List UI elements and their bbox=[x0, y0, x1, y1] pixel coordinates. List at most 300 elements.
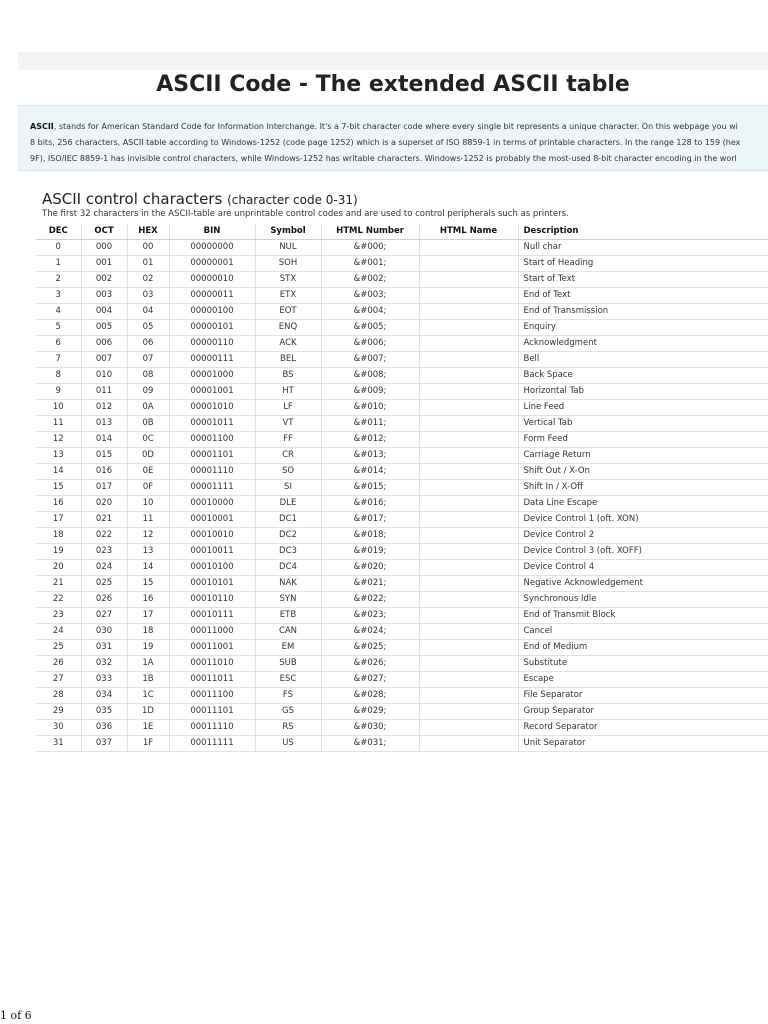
cell-bin: 00011001 bbox=[169, 640, 255, 656]
page-title: ASCII Code - The extended ASCII table bbox=[156, 72, 630, 97]
cell-description: Form Feed bbox=[518, 432, 768, 448]
cell-html-name bbox=[419, 272, 518, 288]
cell-html-number: &#028; bbox=[321, 688, 419, 704]
table-row bbox=[36, 656, 768, 672]
cell-bin: 00011011 bbox=[169, 672, 255, 688]
cell-bin: 00001110 bbox=[169, 464, 255, 480]
cell-dec: 24 bbox=[36, 624, 81, 640]
cell-html-name bbox=[419, 288, 518, 304]
cell-description: Device Control 3 (oft. XOFF) bbox=[518, 544, 768, 560]
cell-oct: 027 bbox=[81, 608, 127, 624]
table-row bbox=[36, 720, 768, 736]
cell-description: Data Line Escape bbox=[518, 496, 768, 512]
cell-dec: 23 bbox=[36, 608, 81, 624]
cell-hex: 07 bbox=[127, 352, 169, 368]
cell-html-name bbox=[419, 512, 518, 528]
cell-symbol: VT bbox=[255, 416, 321, 432]
cell-dec: 20 bbox=[36, 560, 81, 576]
table-row bbox=[36, 240, 768, 256]
cell-hex: 09 bbox=[127, 384, 169, 400]
cell-symbol: DLE bbox=[255, 496, 321, 512]
cell-dec: 17 bbox=[36, 512, 81, 528]
cell-description: Acknowledgment bbox=[518, 336, 768, 352]
cell-dec: 31 bbox=[36, 736, 81, 752]
table-row bbox=[36, 272, 768, 288]
cell-oct: 023 bbox=[81, 544, 127, 560]
cell-oct: 035 bbox=[81, 704, 127, 720]
cell-symbol: NUL bbox=[255, 240, 321, 256]
table-row bbox=[36, 416, 768, 432]
cell-dec: 2 bbox=[36, 272, 81, 288]
cell-hex: 00 bbox=[127, 240, 169, 256]
cell-dec: 1 bbox=[36, 256, 81, 272]
cell-oct: 003 bbox=[81, 288, 127, 304]
table-row bbox=[36, 496, 768, 512]
cell-hex: 02 bbox=[127, 272, 169, 288]
column-header-description: Description bbox=[518, 224, 768, 240]
section-subtitle: (character code 0-31) bbox=[227, 193, 358, 207]
cell-description: Horizontal Tab bbox=[518, 384, 768, 400]
cell-html-name bbox=[419, 416, 518, 432]
cell-bin: 00001111 bbox=[169, 480, 255, 496]
cell-oct: 013 bbox=[81, 416, 127, 432]
cell-oct: 032 bbox=[81, 656, 127, 672]
cell-html-number: &#024; bbox=[321, 624, 419, 640]
cell-bin: 00001000 bbox=[169, 368, 255, 384]
intro-line-1: , stands for American Standard Code for Information Interchange. It's a 7-bit character code where every single bit represents a unique character. On this webpage you wi bbox=[53, 122, 738, 131]
cell-dec: 9 bbox=[36, 384, 81, 400]
intro-text bbox=[18, 106, 768, 167]
cell-html-number: &#004; bbox=[321, 304, 419, 320]
cell-hex: 03 bbox=[127, 288, 169, 304]
cell-bin: 00011111 bbox=[169, 736, 255, 752]
cell-oct: 034 bbox=[81, 688, 127, 704]
cell-html-number: &#000; bbox=[321, 240, 419, 256]
cell-dec: 19 bbox=[36, 544, 81, 560]
cell-hex: 1C bbox=[127, 688, 169, 704]
cell-description: File Separator bbox=[518, 688, 768, 704]
cell-symbol: ENQ bbox=[255, 320, 321, 336]
cell-dec: 25 bbox=[36, 640, 81, 656]
cell-description: Device Control 2 bbox=[518, 528, 768, 544]
cell-dec: 29 bbox=[36, 704, 81, 720]
cell-html-number: &#013; bbox=[321, 448, 419, 464]
cell-oct: 015 bbox=[81, 448, 127, 464]
cell-description: Start of Text bbox=[518, 272, 768, 288]
cell-hex: 1F bbox=[127, 736, 169, 752]
cell-bin: 00000001 bbox=[169, 256, 255, 272]
column-header-symbol: Symbol bbox=[255, 224, 321, 240]
cell-oct: 001 bbox=[81, 256, 127, 272]
cell-description: Substitute bbox=[518, 656, 768, 672]
cell-dec: 12 bbox=[36, 432, 81, 448]
cell-symbol: DC2 bbox=[255, 528, 321, 544]
cell-html-number: &#025; bbox=[321, 640, 419, 656]
cell-oct: 004 bbox=[81, 304, 127, 320]
cell-symbol: EM bbox=[255, 640, 321, 656]
cell-bin: 00000010 bbox=[169, 272, 255, 288]
cell-symbol: FF bbox=[255, 432, 321, 448]
cell-hex: 16 bbox=[127, 592, 169, 608]
cell-html-name bbox=[419, 352, 518, 368]
cell-symbol: BEL bbox=[255, 352, 321, 368]
cell-description: Negative Acknowledgement bbox=[518, 576, 768, 592]
cell-oct: 000 bbox=[81, 240, 127, 256]
cell-html-number: &#014; bbox=[321, 464, 419, 480]
cell-oct: 021 bbox=[81, 512, 127, 528]
cell-symbol: SI bbox=[255, 480, 321, 496]
cell-bin: 00010111 bbox=[169, 608, 255, 624]
cell-html-number: &#001; bbox=[321, 256, 419, 272]
cell-html-number: &#027; bbox=[321, 672, 419, 688]
section-title bbox=[42, 190, 358, 208]
cell-description: Carriage Return bbox=[518, 448, 768, 464]
cell-hex: 14 bbox=[127, 560, 169, 576]
cell-hex: 12 bbox=[127, 528, 169, 544]
cell-description: Null char bbox=[518, 240, 768, 256]
cell-bin: 00001101 bbox=[169, 448, 255, 464]
cell-dec: 26 bbox=[36, 656, 81, 672]
cell-dec: 10 bbox=[36, 400, 81, 416]
cell-html-name bbox=[419, 432, 518, 448]
table-row bbox=[36, 368, 768, 384]
cell-bin: 00010100 bbox=[169, 560, 255, 576]
table-row bbox=[36, 352, 768, 368]
cell-html-number: &#010; bbox=[321, 400, 419, 416]
cell-symbol: NAK bbox=[255, 576, 321, 592]
cell-hex: 0E bbox=[127, 464, 169, 480]
cell-html-name bbox=[419, 608, 518, 624]
cell-html-name bbox=[419, 304, 518, 320]
cell-html-name bbox=[419, 496, 518, 512]
table-row bbox=[36, 688, 768, 704]
cell-hex: 06 bbox=[127, 336, 169, 352]
cell-symbol: DC4 bbox=[255, 560, 321, 576]
cell-html-number: &#029; bbox=[321, 704, 419, 720]
cell-html-name bbox=[419, 480, 518, 496]
cell-html-number: &#009; bbox=[321, 384, 419, 400]
cell-description: Back Space bbox=[518, 368, 768, 384]
cell-html-number: &#016; bbox=[321, 496, 419, 512]
cell-bin: 00000110 bbox=[169, 336, 255, 352]
cell-dec: 6 bbox=[36, 336, 81, 352]
cell-description: Synchronous Idle bbox=[518, 592, 768, 608]
cell-symbol: SYN bbox=[255, 592, 321, 608]
cell-bin: 00010001 bbox=[169, 512, 255, 528]
cell-description: End of Transmission bbox=[518, 304, 768, 320]
page-indicator: 1 of 6 bbox=[0, 1009, 32, 1022]
cell-dec: 27 bbox=[36, 672, 81, 688]
cell-hex: 0F bbox=[127, 480, 169, 496]
cell-oct: 037 bbox=[81, 736, 127, 752]
cell-html-number: &#023; bbox=[321, 608, 419, 624]
table-row bbox=[36, 480, 768, 496]
table-row bbox=[36, 288, 768, 304]
cell-symbol: US bbox=[255, 736, 321, 752]
cell-oct: 026 bbox=[81, 592, 127, 608]
cell-html-number: &#022; bbox=[321, 592, 419, 608]
cell-hex: 10 bbox=[127, 496, 169, 512]
cell-symbol: GS bbox=[255, 704, 321, 720]
table-row bbox=[36, 624, 768, 640]
cell-html-name bbox=[419, 544, 518, 560]
cell-symbol: SO bbox=[255, 464, 321, 480]
cell-oct: 010 bbox=[81, 368, 127, 384]
cell-bin: 00000111 bbox=[169, 352, 255, 368]
cell-html-name bbox=[419, 576, 518, 592]
cell-bin: 00001100 bbox=[169, 432, 255, 448]
table-row bbox=[36, 448, 768, 464]
table-row bbox=[36, 576, 768, 592]
cell-description: End of Transmit Block bbox=[518, 608, 768, 624]
cell-hex: 08 bbox=[127, 368, 169, 384]
cell-html-number: &#006; bbox=[321, 336, 419, 352]
intro-line-3: 9F), ISO/IEC 8859-1 has invisible control characters, while Windows-1252 has writable characters. Windows-1252 is probably the most-used 8-bit character encoding in the worl bbox=[30, 154, 737, 163]
table-row bbox=[36, 736, 768, 752]
cell-description: Record Separator bbox=[518, 720, 768, 736]
cell-hex: 1D bbox=[127, 704, 169, 720]
table-row bbox=[36, 336, 768, 352]
table-row bbox=[36, 304, 768, 320]
cell-description: Shift Out / X-On bbox=[518, 464, 768, 480]
cell-dec: 3 bbox=[36, 288, 81, 304]
cell-dec: 28 bbox=[36, 688, 81, 704]
cell-dec: 18 bbox=[36, 528, 81, 544]
header-strip bbox=[18, 52, 768, 70]
cell-html-number: &#011; bbox=[321, 416, 419, 432]
column-header-oct: OCT bbox=[81, 224, 127, 240]
cell-html-name bbox=[419, 640, 518, 656]
cell-hex: 0D bbox=[127, 448, 169, 464]
column-header-dec: DEC bbox=[36, 224, 81, 240]
table-row bbox=[36, 544, 768, 560]
cell-bin: 00011100 bbox=[169, 688, 255, 704]
cell-symbol: BS bbox=[255, 368, 321, 384]
cell-html-name bbox=[419, 400, 518, 416]
cell-bin: 00000011 bbox=[169, 288, 255, 304]
cell-html-name bbox=[419, 656, 518, 672]
cell-html-number: &#026; bbox=[321, 656, 419, 672]
cell-description: Device Control 4 bbox=[518, 560, 768, 576]
cell-oct: 033 bbox=[81, 672, 127, 688]
cell-symbol: LF bbox=[255, 400, 321, 416]
cell-html-name bbox=[419, 736, 518, 752]
cell-dec: 30 bbox=[36, 720, 81, 736]
cell-description: Shift In / X-Off bbox=[518, 480, 768, 496]
cell-html-number: &#002; bbox=[321, 272, 419, 288]
cell-oct: 006 bbox=[81, 336, 127, 352]
cell-symbol: HT bbox=[255, 384, 321, 400]
cell-dec: 7 bbox=[36, 352, 81, 368]
column-header-bin: BIN bbox=[169, 224, 255, 240]
cell-oct: 016 bbox=[81, 464, 127, 480]
cell-html-number: &#007; bbox=[321, 352, 419, 368]
table-row bbox=[36, 560, 768, 576]
cell-hex: 01 bbox=[127, 256, 169, 272]
cell-bin: 00010000 bbox=[169, 496, 255, 512]
cell-html-number: &#008; bbox=[321, 368, 419, 384]
column-header-html-number: HTML Number bbox=[321, 224, 419, 240]
cell-description: Device Control 1 (oft. XON) bbox=[518, 512, 768, 528]
cell-bin: 00011010 bbox=[169, 656, 255, 672]
cell-html-number: &#018; bbox=[321, 528, 419, 544]
cell-description: End of Medium bbox=[518, 640, 768, 656]
intro-line-2: 8 bits, 256 characters, ASCII table according to Windows-1252 (code page 1252) which is a superset of ISO 8859-1 in terms of printable characters. In the range 128 to 159 (hex bbox=[30, 138, 741, 147]
cell-hex: 18 bbox=[127, 624, 169, 640]
cell-bin: 00011101 bbox=[169, 704, 255, 720]
cell-bin: 00010110 bbox=[169, 592, 255, 608]
table-header-row bbox=[36, 224, 768, 240]
cell-symbol: FS bbox=[255, 688, 321, 704]
table-row bbox=[36, 592, 768, 608]
cell-html-name bbox=[419, 624, 518, 640]
section-title-main: ASCII control characters bbox=[42, 190, 223, 208]
table-row bbox=[36, 320, 768, 336]
cell-hex: 13 bbox=[127, 544, 169, 560]
table-row bbox=[36, 512, 768, 528]
cell-bin: 00010101 bbox=[169, 576, 255, 592]
cell-oct: 031 bbox=[81, 640, 127, 656]
cell-hex: 0C bbox=[127, 432, 169, 448]
cell-html-number: &#003; bbox=[321, 288, 419, 304]
cell-html-name bbox=[419, 240, 518, 256]
cell-oct: 020 bbox=[81, 496, 127, 512]
cell-dec: 11 bbox=[36, 416, 81, 432]
cell-dec: 22 bbox=[36, 592, 81, 608]
cell-html-name bbox=[419, 704, 518, 720]
cell-html-number: &#015; bbox=[321, 480, 419, 496]
cell-bin: 00011110 bbox=[169, 720, 255, 736]
cell-bin: 00011000 bbox=[169, 624, 255, 640]
table-row bbox=[36, 672, 768, 688]
cell-html-name bbox=[419, 672, 518, 688]
cell-oct: 022 bbox=[81, 528, 127, 544]
table-row bbox=[36, 256, 768, 272]
cell-bin: 00001011 bbox=[169, 416, 255, 432]
cell-html-name bbox=[419, 448, 518, 464]
cell-symbol: DC3 bbox=[255, 544, 321, 560]
cell-hex: 19 bbox=[127, 640, 169, 656]
ascii-control-table bbox=[36, 224, 768, 752]
cell-description: Group Separator bbox=[518, 704, 768, 720]
cell-oct: 011 bbox=[81, 384, 127, 400]
cell-symbol: ACK bbox=[255, 336, 321, 352]
cell-html-number: &#031; bbox=[321, 736, 419, 752]
cell-description: Bell bbox=[518, 352, 768, 368]
cell-hex: 1E bbox=[127, 720, 169, 736]
cell-description: Cancel bbox=[518, 624, 768, 640]
table-row bbox=[36, 384, 768, 400]
cell-bin: 00000101 bbox=[169, 320, 255, 336]
cell-hex: 0B bbox=[127, 416, 169, 432]
cell-symbol: SOH bbox=[255, 256, 321, 272]
cell-html-name bbox=[419, 720, 518, 736]
cell-oct: 030 bbox=[81, 624, 127, 640]
cell-dec: 0 bbox=[36, 240, 81, 256]
cell-bin: 00000100 bbox=[169, 304, 255, 320]
cell-html-number: &#030; bbox=[321, 720, 419, 736]
cell-description: Vertical Tab bbox=[518, 416, 768, 432]
cell-dec: 5 bbox=[36, 320, 81, 336]
cell-description: Escape bbox=[518, 672, 768, 688]
cell-html-number: &#012; bbox=[321, 432, 419, 448]
cell-oct: 002 bbox=[81, 272, 127, 288]
cell-oct: 036 bbox=[81, 720, 127, 736]
table-row bbox=[36, 432, 768, 448]
intro-box bbox=[18, 105, 768, 171]
section-description: The first 32 characters in the ASCII-table are unprintable control codes and are used to control peripherals such as printers. bbox=[42, 209, 569, 219]
cell-hex: 0A bbox=[127, 400, 169, 416]
cell-oct: 017 bbox=[81, 480, 127, 496]
cell-bin: 00010011 bbox=[169, 544, 255, 560]
cell-html-number: &#020; bbox=[321, 560, 419, 576]
cell-symbol: STX bbox=[255, 272, 321, 288]
cell-description: Enquiry bbox=[518, 320, 768, 336]
cell-html-name bbox=[419, 688, 518, 704]
cell-symbol: CR bbox=[255, 448, 321, 464]
cell-hex: 17 bbox=[127, 608, 169, 624]
cell-html-name bbox=[419, 560, 518, 576]
cell-html-number: &#021; bbox=[321, 576, 419, 592]
cell-dec: 4 bbox=[36, 304, 81, 320]
cell-hex: 15 bbox=[127, 576, 169, 592]
cell-bin: 00010010 bbox=[169, 528, 255, 544]
table-row bbox=[36, 640, 768, 656]
cell-oct: 005 bbox=[81, 320, 127, 336]
table-row bbox=[36, 464, 768, 480]
table-body bbox=[36, 240, 768, 752]
cell-symbol: ESC bbox=[255, 672, 321, 688]
cell-hex: 05 bbox=[127, 320, 169, 336]
cell-bin: 00001001 bbox=[169, 384, 255, 400]
cell-symbol: RS bbox=[255, 720, 321, 736]
cell-oct: 007 bbox=[81, 352, 127, 368]
cell-bin: 00001010 bbox=[169, 400, 255, 416]
table-row bbox=[36, 608, 768, 624]
cell-symbol: DC1 bbox=[255, 512, 321, 528]
cell-html-name bbox=[419, 384, 518, 400]
cell-dec: 15 bbox=[36, 480, 81, 496]
cell-hex: 04 bbox=[127, 304, 169, 320]
cell-html-number: &#005; bbox=[321, 320, 419, 336]
cell-html-name bbox=[419, 368, 518, 384]
cell-html-number: &#019; bbox=[321, 544, 419, 560]
cell-symbol: ETB bbox=[255, 608, 321, 624]
cell-dec: 13 bbox=[36, 448, 81, 464]
cell-symbol: EOT bbox=[255, 304, 321, 320]
cell-bin: 00000000 bbox=[169, 240, 255, 256]
table-row bbox=[36, 528, 768, 544]
intro-bold-term: ASCII bbox=[30, 122, 54, 131]
cell-symbol: CAN bbox=[255, 624, 321, 640]
cell-oct: 014 bbox=[81, 432, 127, 448]
cell-description: End of Text bbox=[518, 288, 768, 304]
cell-symbol: ETX bbox=[255, 288, 321, 304]
cell-oct: 025 bbox=[81, 576, 127, 592]
cell-dec: 16 bbox=[36, 496, 81, 512]
cell-hex: 1A bbox=[127, 656, 169, 672]
column-header-hex: HEX bbox=[127, 224, 169, 240]
cell-hex: 1B bbox=[127, 672, 169, 688]
cell-oct: 024 bbox=[81, 560, 127, 576]
column-header-html-name: HTML Name bbox=[419, 224, 518, 240]
cell-dec: 21 bbox=[36, 576, 81, 592]
cell-html-name bbox=[419, 336, 518, 352]
cell-html-name bbox=[419, 528, 518, 544]
cell-description: Unit Separator bbox=[518, 736, 768, 752]
cell-html-name bbox=[419, 256, 518, 272]
cell-dec: 14 bbox=[36, 464, 81, 480]
